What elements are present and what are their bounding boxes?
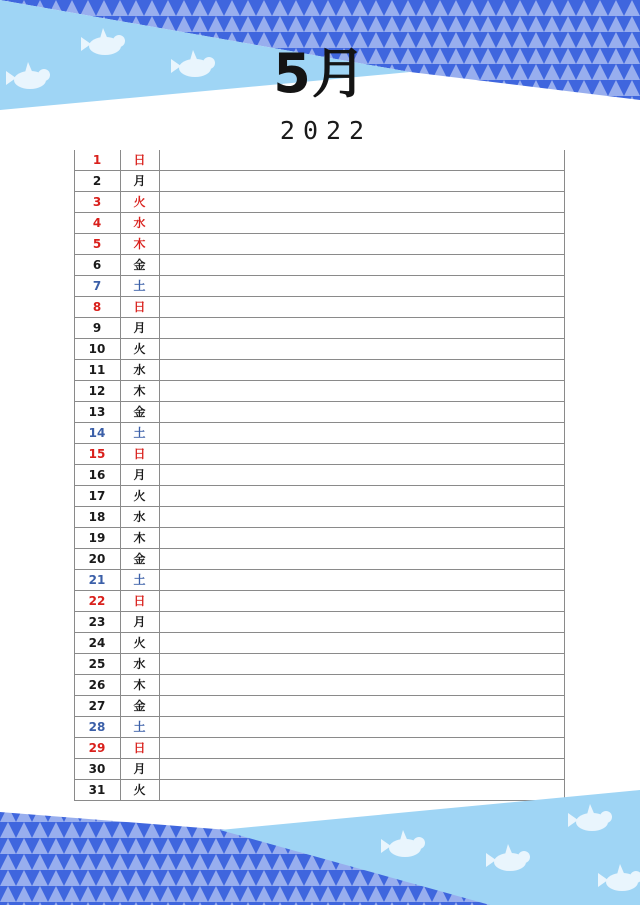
calendar-row (74, 612, 565, 633)
day-number: 15 (88, 447, 106, 461)
note-cell[interactable] (160, 549, 565, 569)
calendar-row (74, 633, 565, 654)
note-cell[interactable] (160, 717, 565, 737)
note-cell[interactable] (160, 402, 565, 422)
weekday-label: 火 (133, 783, 146, 797)
note-cell[interactable] (160, 444, 565, 464)
day-number: 19 (88, 531, 106, 545)
calendar-row (74, 360, 565, 381)
day-number: 30 (88, 762, 106, 776)
note-cell[interactable] (160, 612, 565, 632)
weekday-label: 日 (133, 447, 146, 461)
weekday-label: 日 (133, 594, 146, 608)
weekday-label: 土 (133, 573, 146, 587)
weekday-label: 木 (133, 237, 146, 251)
weekday-label: 火 (133, 636, 146, 650)
note-cell[interactable] (160, 255, 565, 275)
weekday-label: 土 (133, 279, 146, 293)
calendar-row (74, 591, 565, 612)
weekday-label: 金 (133, 258, 146, 272)
day-number: 22 (88, 594, 106, 608)
calendar-row (74, 738, 565, 759)
weekday-label: 水 (133, 510, 146, 524)
calendar-row (74, 423, 565, 444)
calendar-row (74, 465, 565, 486)
day-number: 7 (92, 279, 102, 293)
calendar-row (74, 402, 565, 423)
day-number: 27 (88, 699, 106, 713)
note-cell[interactable] (160, 507, 565, 527)
note-cell[interactable] (160, 423, 565, 443)
weekday-label: 土 (133, 720, 146, 734)
note-cell[interactable] (160, 759, 565, 779)
day-number: 28 (88, 720, 106, 734)
note-cell[interactable] (160, 696, 565, 716)
day-number: 26 (88, 678, 106, 692)
calendar-row (74, 318, 565, 339)
weekday-label: 月 (133, 468, 146, 482)
calendar-row (74, 213, 565, 234)
day-number: 1 (92, 153, 102, 167)
calendar-row (74, 339, 565, 360)
day-number: 25 (88, 657, 106, 671)
weekday-label: 金 (133, 552, 146, 566)
weekday-label: 火 (133, 195, 146, 209)
note-cell[interactable] (160, 570, 565, 590)
day-number: 24 (88, 636, 106, 650)
month-title: 5月 (273, 42, 367, 105)
note-cell[interactable] (160, 738, 565, 758)
note-cell[interactable] (160, 150, 565, 170)
day-number: 11 (88, 363, 106, 377)
day-number: 14 (88, 426, 106, 440)
note-cell[interactable] (160, 234, 565, 254)
note-cell[interactable] (160, 654, 565, 674)
note-cell[interactable] (160, 465, 565, 485)
note-cell[interactable] (160, 339, 565, 359)
day-number: 9 (92, 321, 102, 335)
weekday-label: 月 (133, 762, 146, 776)
note-cell[interactable] (160, 486, 565, 506)
weekday-label: 火 (133, 342, 146, 356)
day-number: 5 (92, 237, 102, 251)
calendar-row (74, 444, 565, 465)
weekday-label: 日 (133, 741, 146, 755)
note-cell[interactable] (160, 591, 565, 611)
weekday-label: 金 (133, 699, 146, 713)
weekday-label: 金 (133, 405, 146, 419)
calendar-row (74, 486, 565, 507)
day-number: 16 (88, 468, 106, 482)
day-number: 6 (92, 258, 102, 272)
day-number: 8 (92, 300, 102, 314)
day-number: 17 (88, 489, 106, 503)
day-number: 4 (92, 216, 102, 230)
note-cell[interactable] (160, 528, 565, 548)
bottom-decoration (0, 790, 640, 905)
calendar-row (74, 507, 565, 528)
note-cell[interactable] (160, 675, 565, 695)
calendar-row (74, 381, 565, 402)
weekday-label: 木 (133, 678, 146, 692)
calendar-row (74, 234, 565, 255)
day-number: 2 (92, 174, 102, 188)
day-number: 10 (88, 342, 106, 356)
calendar-row (74, 696, 565, 717)
day-number: 20 (88, 552, 106, 566)
calendar-row (74, 654, 565, 675)
note-cell[interactable] (160, 381, 565, 401)
weekday-label: 日 (133, 300, 146, 314)
calendar-row (74, 717, 565, 738)
year-title: 2022 (279, 116, 373, 145)
calendar-row (74, 570, 565, 591)
day-list (74, 150, 565, 800)
weekday-label: 水 (133, 216, 146, 230)
day-number: 13 (88, 405, 106, 419)
note-cell[interactable] (160, 213, 565, 233)
calendar-row (74, 549, 565, 570)
calendar-row (74, 675, 565, 696)
day-number: 3 (92, 195, 102, 209)
day-number: 12 (88, 384, 106, 398)
weekday-label: 土 (133, 426, 146, 440)
day-number: 23 (88, 615, 106, 629)
day-number: 21 (88, 573, 106, 587)
day-number: 18 (88, 510, 106, 524)
note-cell[interactable] (160, 297, 565, 317)
weekday-label: 木 (133, 384, 146, 398)
calendar-row (74, 171, 565, 192)
calendar-row (74, 759, 565, 780)
weekday-label: 水 (133, 363, 146, 377)
calendar-row (74, 150, 565, 171)
weekday-label: 水 (133, 657, 146, 671)
weekday-label: 月 (133, 321, 146, 335)
calendar-row (74, 255, 565, 276)
day-number: 31 (88, 783, 106, 797)
calendar-row (74, 297, 565, 318)
note-cell[interactable] (160, 192, 565, 212)
calendar-row (74, 192, 565, 213)
note-cell[interactable] (160, 360, 565, 380)
weekday-label: 月 (133, 615, 146, 629)
day-number: 29 (88, 741, 106, 755)
weekday-label: 木 (133, 531, 146, 545)
note-cell[interactable] (160, 276, 565, 296)
note-cell[interactable] (160, 171, 565, 191)
note-cell[interactable] (160, 633, 565, 653)
weekday-label: 月 (133, 174, 146, 188)
calendar-row (74, 528, 565, 549)
calendar-row (74, 276, 565, 297)
weekday-label: 火 (133, 489, 146, 503)
weekday-label: 日 (133, 153, 146, 167)
note-cell[interactable] (160, 318, 565, 338)
